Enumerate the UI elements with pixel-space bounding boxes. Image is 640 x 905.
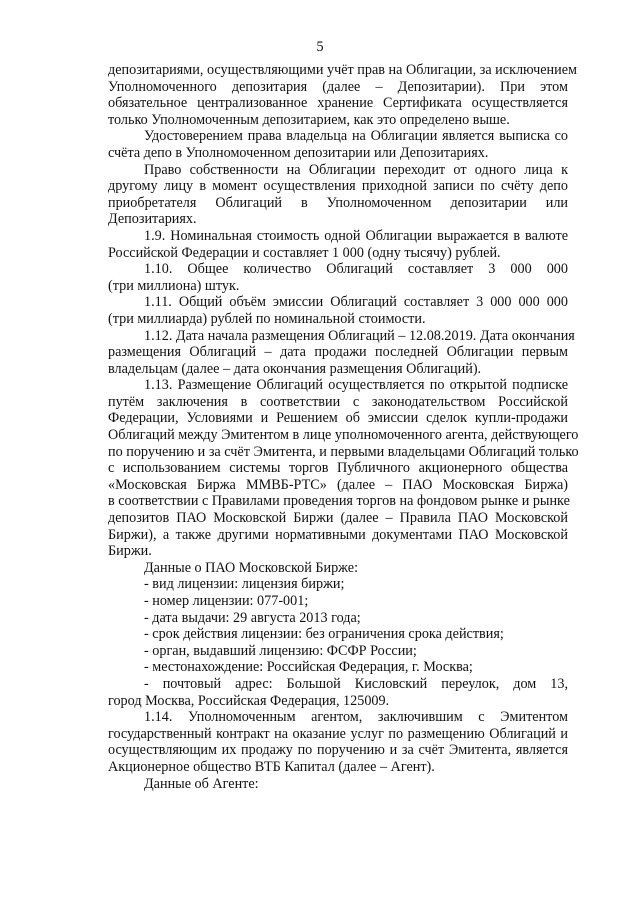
text-line: Облигаций между Эмитентом в лице уполномоченного агента, действующего [108,427,579,444]
text-line: депозитов ПАО Московской Биржи (далее – Правила ПАО Московской [108,510,568,527]
text-line: Данные о ПАО Московской Бирже: [144,559,359,576]
text-line: 1.14. Уполномоченным агентом, заключившим с Эмитентом [144,709,568,726]
text-line: «Московская Биржа ММВБ-РТС» (далее – ПАО Московская Биржа) [108,476,568,493]
text-line: Акционерное общество ВТБ Капитал (далее – Агент). [108,758,435,775]
list-item: - дата выдачи: 29 августа 2013 года; [144,609,361,626]
text-line: с использованием системы торгов Публичного акционерного общества [108,460,568,477]
text-line: Федерации, Условиями и Решением об эмиссии сделок купли-продажи [108,410,568,427]
list-item: - вид лицензии: лицензия биржи; [144,576,345,593]
text-line: (три миллиарда) рублей по номинальной стоимости. [108,310,426,327]
text-line: 1.12. Дата начала размещения Облигаций – 12.08.2019. Дата окончания [144,327,575,344]
text-line: только Уполномоченным депозитарием, как это определено выше. [108,111,510,128]
text-line: государственный контракт на оказание услуг по размещению Облигаций и [108,725,568,742]
text-line: Данные об Агенте: [144,775,259,792]
text-line: счёта депо в Уполномоченном депозитарии или Депозитариях. [108,144,489,161]
text-line: депозитариями, осуществляющими учёт прав на Облигации, за исключением [108,62,577,78]
text-line: Российской Федерации и составляет 1 000 (одну тысячу) рублей. [108,244,501,261]
list-item: - номер лицензии: 077-001; [144,593,309,609]
list-item: - срок действия лицензии: без ограничения срока действия; [144,626,504,643]
list-item: - орган, выдавший лицензию: ФСФР России; [144,642,417,659]
list-item: - почтовый адрес: Большой Кисловский переулок, дом 13, [144,675,568,692]
text-line: обязательное централизованное хранение Сертификата осуществляется [108,95,568,112]
text-line: Биржи), а также другими нормативными документами ПАО Московской [108,526,568,543]
list-item: - местонахождение: Российская Федерация, г. Москва; [144,659,473,676]
text-line: по поручению и за счёт Эмитента, и первыми владельцами Облигаций только [108,443,579,460]
text-line: город Москва, Российская Федерация, 125009. [108,692,390,709]
page-number: 5 [316,39,324,55]
text-line: Право собственности на Облигации переходит от одного лица к [144,161,568,178]
document-body [108,62,579,792]
text-line: осуществляющим их продажу по поручению и за счёт Эмитента, является [108,742,568,759]
text-line: владельцам (далее – дата окончания размещения Облигаций). [108,360,482,377]
text-line: другому лицу в момент осуществления приходной записи по счёту депо [108,178,568,195]
text-line: 1.10. Общее количество Облигаций составляет 3 000 000 [144,261,568,278]
text-line: Удостоверением права владельца на Облигации является выписка со [144,128,568,145]
text-line: в соответствии с Правилами проведения торгов на фондовом рынке и рынке [108,493,570,510]
text-line: Депозитариях. [108,211,197,228]
text-line: 1.11. Общий объём эмиссии Облигаций составляет 3 000 000 000 [144,294,568,311]
text-line: 1.13. Размещение Облигаций осуществляется по открытой подписке [144,377,568,394]
text-line: (три миллиона) штук. [108,277,240,294]
text-line: 1.9. Номинальная стоимость одной Облигации выражается в валюте [144,227,568,244]
text-line: размещения Облигаций – дата продажи последней Облигации первым [108,344,568,361]
text-line: Уполномоченного депозитария (далее – Депозитарии). При этом [108,78,568,95]
text-line: приобретателя Облигаций в Уполномоченном депозитарии или [108,194,568,211]
text-line: путём заключения в соответствии с законодательством Российской [108,393,568,410]
text-line: Биржи. [108,543,152,560]
